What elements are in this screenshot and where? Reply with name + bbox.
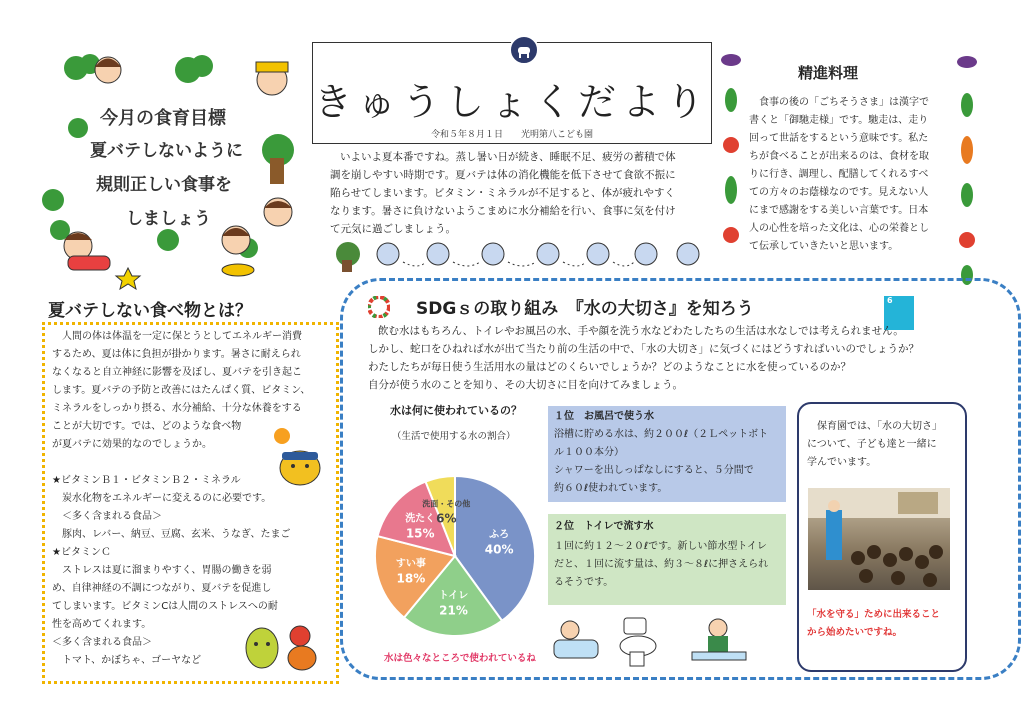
sdg6-number: 6 [887,296,893,305]
goal-line-1: 夏バテしないように [90,141,243,161]
goal-line-2: 規則正しい食事を [96,175,232,195]
sdgs-line: わたしたちが毎日使う生活用水の量はどのくらいでしょうか？どのようなことに水を使っているのか？ [368,361,851,373]
chart-title: 水は何に使われているの？ [390,404,522,417]
nursery-caption-line: 「水を守る」ために出来ること [807,609,941,620]
shojin-line: 食事の後の「ごちそうさま」は漢字で [759,97,929,108]
sdgs-line: しかし、蛇口をひねれば水が出て当たり前の生活の中で、「水の大切さ」に気づくにはどうすればいいのでしょうか？ [368,343,920,355]
shojin-line: 人の心性を培った文化は、心の栄養とし [749,223,929,234]
natsubate-line: ことが大切です。では、どのような食べ物 [52,421,242,432]
pie-value-label: 40% [484,542,514,557]
vegetable-border-right [952,50,982,285]
rank1-title: １位 お風呂で使う水 [554,411,654,422]
rank1-bath-box [548,406,786,502]
shojin-line: にまで感謝をする美しい言葉です。日本 [749,205,929,216]
natsubate-line: なくなると自立神経に影響を及ぼし、夏バテを引き起こ [52,367,302,378]
natsubate-heading: 夏バテしない食べ物とは？ [48,301,252,321]
chart-caption: 水は色々なところで使われているね [384,653,536,664]
intro-line: て元気に過ごしましょう。 [330,223,456,235]
vitamin-c-title: ★ビタミンＣ [52,547,111,558]
sdgs-wheel-icon [368,296,390,318]
shojin-line: 書くと「御馳走様」です。馳走は、走り [749,115,929,126]
vegetable-mascots-icon [240,612,326,674]
sdgs-line: 自分が使う水のことを知り、その大切さに目を向けてみましょう。 [368,379,683,391]
nursery-caption [807,606,940,642]
monthly-goal-panel [38,40,300,290]
vitamin-c-line: め、自律神経の不調につながり、夏バテを促進し [52,583,272,594]
vitamin-c-line: ＜多く含まれる食品＞ [52,637,152,648]
rank1-line: 浴槽に貯める水は、約２００ℓ（２Ｌペットボト [554,429,769,440]
pie-value-label: 15% [405,526,435,541]
nursery-line: について、子ども達と一緒に [807,439,937,450]
vitamin-c-line: てしまいます。ビタミンCは人間のストレスへの耐 [52,601,278,612]
bath-icon [554,621,598,658]
natsubate-line: します。夏バテの予防と改善にはたんぱく質、ビタミン、 [52,385,311,396]
natsubate-line: ミネラルをしっかり摂る、水分補給、十分な休養をする [52,403,302,414]
chart-subtitle: （生活で使用する水の割合） [392,431,516,442]
vitamin-b-line: 豚肉、レバー、納豆、豆腐、玄米、うなぎ、たまご [62,529,291,540]
goal-heading: 今月の食育目標 [100,108,226,129]
vitamin-b-title: ★ビタミンＢ１・ビタミンＢ２・ミネラル [52,475,241,486]
pie-value-label: 21% [439,603,468,618]
intro-line: 陥らせてしまいます。ビタミン・ミネラルが不足すると、体が疲れやすく [330,187,676,199]
shojin-heading: 精進料理 [798,64,859,82]
handwashing-icon [692,619,746,660]
water-usage-pie-chart [370,458,540,648]
issue-date: 令和５年８月１日 光明第八こども園 [430,130,593,140]
rank2-line: るそうです。 [554,577,614,588]
newsletter-title-box [312,42,712,144]
natsubate-line: 人間の体は体温を一定に保とうとしてエネルギー消費 [62,331,302,342]
rank1-line: シャワーを出しっぱなしにすると、５分間で [554,465,754,476]
pie-value-label: 6% [436,511,457,526]
newsletter-title: きゅうしょくだより [313,80,710,124]
water-use-illustrations [552,612,782,672]
intro-paragraph [330,148,676,238]
rank2-title: ２位 トイレで流す水 [554,521,654,532]
intro-line: なります。暑さに負けないようこまめに水分補給を行い、食事に気を付け [330,205,676,217]
rank2-toilet-box [548,514,786,605]
shojin-line: りに行き、調理し、配膳してくれるすべ [749,169,929,180]
natsubate-line: するため、夏は体に負担が掛かります。暑さに耐えられ [52,349,301,360]
intro-line: いよいよ夏本番ですね。蒸し暑い日が続き、睡眠不足、疲労の蓄積で体 [340,151,676,163]
pie-category-label: 洗面・その他 [422,499,471,509]
mascot-icon [336,242,699,272]
vegetable-border-left [716,50,746,265]
rank2-line: だと、１回に流す量は、約３～８ℓに押さえられ [554,559,769,570]
shojin-line: て伝承していきたいと思います。 [749,241,899,252]
rank1-line: 約６０ℓ使われています。 [554,483,668,494]
pie-value-label: 18% [396,571,426,586]
goal-line-3: しましょう [126,209,211,229]
pie-category-label: ふろ [489,529,510,541]
vitamin-c-line: ストレスは夏に溜まりやすく、胃腸の働きを弱 [62,565,272,576]
classroom-photo [808,488,950,590]
nursery-caption-line: から始めたいですね。 [807,627,903,638]
intro-line: 調を崩しやすい時期です。夏バテは体の消化機能を低下させて食欲不振に [330,169,676,181]
rank1-line: ル１００本分） [554,447,624,458]
mascot-row-illustration [328,236,708,272]
vitamin-b-line: ＜多く含まれる食品＞ [62,511,162,522]
school-logo-icon [509,35,539,65]
rank2-line: １回に約１２～２０ℓです。新しい節水型トイレ [554,541,767,552]
pie-category-label: すい事 [395,558,426,570]
pie-category-label: 洗たく [405,513,436,525]
pie-category-label: トイレ [438,590,469,602]
goal-illustration [38,40,300,290]
sdgs-paragraph [368,322,919,394]
vitamin-c-line: 性を高めてくれます。 [52,619,152,630]
shojin-line: ての方々のお蔭様なのです。見えない人 [749,187,929,198]
nursery-line: 保育園では、「水の大切さ」 [817,421,942,432]
nursery-line: 学んでいます。 [807,457,877,468]
sdgs-line: 飲む水はもちろん、トイレやお風呂の水、手や顔を洗う水などわたしたちの生活は水なしでは考えられません。 [378,325,904,337]
shojin-line: ちが食べることが出来るのは、食材を取 [749,151,929,162]
vitamin-c-line: トマト、かぼちゃ、ゴーヤなど [62,655,202,666]
natsubate-line: が夏バテに効果的なのでしょうか。 [52,439,212,450]
vitamin-b-line: 炭水化物をエネルギーに変えるのに必要です。 [62,493,272,504]
shojin-paragraph [749,94,929,256]
sdgs-heading: SDGｓの取り組み 『水の大切さ』を知ろう [416,299,754,319]
shojin-line: 回って世話をするという意味です。私た [749,133,929,144]
toilet-icon [620,618,656,666]
